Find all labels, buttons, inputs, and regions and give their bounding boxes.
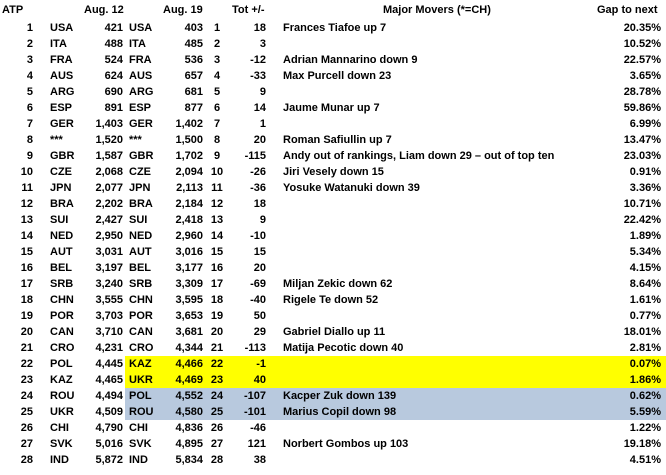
aug19-country-cell: GBR [129,150,154,162]
aug19-country-cell: POR [129,310,153,322]
gap-to-next-cell: 10.52% [623,38,661,50]
header-aug12: Aug. 12 [84,4,124,16]
table-row [0,308,666,324]
atp-rank-cell: 11 [21,182,33,194]
atp-rank-cell: 20 [20,326,33,338]
major-mover-cell: Rigele Te down 52 [283,294,379,306]
aug19-country-cell: BRA [129,198,153,210]
gap-to-next-cell: 0.91% [629,166,661,178]
gap-to-next-cell: 59.86% [623,102,661,114]
aug19-rank-cell: 22 [210,358,224,370]
major-mover-cell: Max Purcell down 23 [283,70,392,82]
table-row [0,100,666,116]
aug12-points-cell: 488 [104,38,123,50]
aug19-rank-cell: 6 [213,102,221,114]
aug19-rank-cell: 2 [213,38,221,50]
aug19-rank-cell: 16 [210,262,224,274]
aug12-country-cell: FRA [50,54,73,66]
tot-change-cell: -113 [244,342,266,354]
aug19-country-cell: AUT [129,246,152,258]
table-row [0,324,666,340]
aug19-country-cell: SUI [129,214,148,226]
table-row [0,260,666,276]
tot-change-cell: -33 [250,70,266,82]
aug19-points-cell: 3,177 [175,262,203,274]
atp-rank-cell: 26 [20,422,33,434]
aug19-country-cell: *** [129,134,142,146]
aug19-points-cell: 5,834 [175,454,203,466]
aug12-points-cell: 3,703 [95,310,123,322]
aug19-rank-cell: 24 [210,390,224,402]
aug12-points-cell: 2,068 [95,166,123,178]
aug12-points-cell: 2,427 [95,214,123,226]
aug19-country-cell: CHI [129,422,148,434]
aug19-rank-cell: 12 [210,198,224,210]
aug12-country-cell: CHI [50,422,69,434]
aug19-rank-cell: 25 [210,406,224,418]
aug19-rank-cell: 18 [210,294,224,306]
tot-change-cell: 18 [253,22,266,34]
table-row [0,404,666,420]
aug12-country-cell: ARG [50,86,75,98]
aug19-rank-cell: 9 [213,150,221,162]
aug12-country-cell: USA [50,22,74,34]
header-tot: Tot +/- [232,4,265,16]
table-row [0,36,666,52]
aug12-country-cell: POR [50,310,74,322]
tot-change-cell: -10 [250,230,266,242]
aug19-points-cell: 3,595 [175,294,203,306]
atp-rank-cell: 2 [26,38,33,50]
aug19-rank-cell: 15 [210,246,224,258]
atp-rank-cell: 24 [20,390,33,402]
aug12-points-cell: 421 [104,22,123,34]
gap-to-next-cell: 19.18% [623,438,661,450]
tot-change-cell: -69 [250,278,266,290]
aug19-points-cell: 657 [184,70,203,82]
aug12-points-cell: 3,031 [95,246,123,258]
atp-rank-cell: 14 [20,230,33,242]
atp-rank-cell: 4 [26,70,33,82]
major-mover-cell: Andy out of rankings, Liam down 29 – out of top ten [283,150,555,162]
aug12-points-cell: 3,710 [95,326,123,338]
tot-change-cell: 9 [259,214,266,226]
aug19-rank-cell: 17 [210,278,224,290]
gap-to-next-cell: 18.01% [623,326,661,338]
major-mover-cell: Kacper Zuk down 139 [283,390,397,402]
aug12-country-cell: JPN [50,182,72,194]
gap-to-next-cell: 5.34% [629,246,661,258]
tot-change-cell: -40 [250,294,266,306]
major-mover-cell: Jaume Munar up 7 [283,102,380,114]
atp-rank-cell: 28 [20,454,33,466]
atp-rank-cell: 27 [20,438,33,450]
aug19-points-cell: 485 [184,38,203,50]
aug19-country-cell: UKR [129,374,153,386]
aug19-points-cell: 4,552 [175,390,203,402]
aug19-country-cell: FRA [129,54,152,66]
gap-to-next-cell: 5.59% [629,406,661,418]
atp-rank-cell: 17 [20,278,33,290]
aug12-points-cell: 1,520 [95,134,123,146]
atp-rank-cell: 23 [20,374,33,386]
aug19-points-cell: 4,466 [175,358,203,370]
aug19-country-cell: GER [129,118,153,130]
atp-rank-cell: 21 [20,342,33,354]
aug19-points-cell: 2,094 [175,166,203,178]
aug12-country-cell: ESP [50,102,73,114]
atp-rank-cell: 5 [26,86,33,98]
aug19-country-cell: KAZ [129,358,152,370]
gap-to-next-cell: 13.47% [623,134,661,146]
aug19-points-cell: 4,836 [175,422,203,434]
aug12-points-cell: 2,202 [95,198,123,210]
aug19-points-cell: 1,402 [175,118,203,130]
aug19-country-cell: ROU [129,406,154,418]
aug19-country-cell: ESP [129,102,152,114]
aug12-country-cell: IND [50,454,69,466]
table-row [0,356,666,372]
aug12-points-cell: 624 [104,70,123,82]
aug19-points-cell: 1,500 [175,134,203,146]
tot-change-cell: -12 [250,54,266,66]
aug12-points-cell: 3,555 [95,294,123,306]
major-mover-cell: Frances Tiafoe up 7 [283,22,387,34]
atp-rank-cell: 10 [20,166,33,178]
atp-rank-cell: 7 [26,118,33,130]
aug19-points-cell: 3,016 [175,246,203,258]
gap-to-next-cell: 1.89% [629,230,661,242]
aug19-rank-cell: 8 [213,134,221,146]
aug12-country-cell: BEL [50,262,72,274]
aug19-points-cell: 2,960 [175,230,203,242]
atp-rank-cell: 3 [26,54,33,66]
major-mover-cell: Miljan Zekic down 62 [283,278,393,290]
table-row [0,420,666,436]
atp-rank-cell: 22 [20,358,33,370]
table-row [0,52,666,68]
aug12-points-cell: 2,950 [95,230,123,242]
gap-to-next-cell: 0.62% [629,390,661,402]
gap-to-next-cell: 3.65% [629,70,661,82]
table-row [0,292,666,308]
tot-change-cell: 15 [253,246,266,258]
major-mover-cell: Jiri Vesely down 15 [283,166,384,178]
aug12-country-cell: CHN [50,294,74,306]
aug19-rank-cell: 10 [210,166,224,178]
gap-to-next-cell: 0.07% [629,358,661,370]
tot-change-cell: 1 [259,118,266,130]
atp-rank-cell: 9 [26,150,33,162]
aug12-country-cell: CAN [50,326,74,338]
aug12-points-cell: 690 [104,86,123,98]
table-row [0,436,666,452]
gap-to-next-cell: 22.57% [623,54,661,66]
aug19-country-cell: IND [129,454,148,466]
aug12-points-cell: 3,197 [95,262,123,274]
table-header [0,2,666,18]
aug12-country-cell: GER [50,118,74,130]
gap-to-next-cell: 28.78% [623,86,661,98]
table-row [0,180,666,196]
aug19-points-cell: 4,344 [175,342,203,354]
gap-to-next-cell: 8.64% [629,278,661,290]
gap-to-next-cell: 2.81% [629,342,661,354]
aug12-country-cell: ITA [50,38,67,50]
aug19-country-cell: AUS [129,70,153,82]
table-row [0,276,666,292]
aug19-country-cell: ARG [129,86,154,98]
table-row [0,244,666,260]
tot-change-cell: -1 [256,358,266,370]
aug12-country-cell: *** [50,134,63,146]
aug12-points-cell: 5,872 [95,454,123,466]
aug19-country-cell: USA [129,22,153,34]
aug19-rank-cell: 28 [210,454,224,466]
table-row [0,196,666,212]
tot-change-cell: -26 [250,166,266,178]
aug12-points-cell: 1,587 [95,150,123,162]
atp-rank-cell: 16 [20,262,33,274]
major-mover-cell: Matija Pecotic down 40 [283,342,404,354]
aug12-points-cell: 4,790 [95,422,123,434]
aug19-rank-cell: 23 [210,374,224,386]
atp-rank-cell: 25 [20,406,33,418]
atp-rank-cell: 13 [20,214,33,226]
aug12-country-cell: SRB [50,278,74,290]
gap-to-next-cell: 6.99% [629,118,661,130]
table-row [0,452,666,468]
aug19-points-cell: 3,653 [175,310,203,322]
tot-change-cell: 20 [253,134,266,146]
major-mover-cell: Norbert Gombos up 103 [283,438,409,450]
table-row [0,116,666,132]
aug19-rank-cell: 3 [213,54,221,66]
aug19-country-cell: CZE [129,166,151,178]
aug19-rank-cell: 7 [213,118,221,130]
aug12-points-cell: 524 [104,54,123,66]
aug12-country-cell: SUI [50,214,69,226]
aug12-points-cell: 4,231 [95,342,123,354]
aug12-country-cell: CRO [50,342,75,354]
tot-change-cell: 50 [253,310,266,322]
tot-change-cell: 121 [247,438,266,450]
gap-to-next-cell: 10.71% [623,198,661,210]
table-row [0,20,666,36]
gap-to-next-cell: 1.22% [629,422,661,434]
aug19-rank-cell: 4 [213,70,221,82]
tot-change-cell: -107 [243,390,266,402]
tot-change-cell: 20 [253,262,266,274]
aug19-rank-cell: 19 [210,310,224,322]
major-mover-cell: Yosuke Watanuki down 39 [283,182,420,194]
table-row [0,148,666,164]
atp-rank-cell: 8 [26,134,33,146]
table-row [0,164,666,180]
aug19-points-cell: 4,469 [175,374,203,386]
tot-change-cell: -46 [250,422,266,434]
aug12-points-cell: 4,465 [95,374,123,386]
aug19-points-cell: 4,895 [175,438,203,450]
aug12-country-cell: SVK [50,438,73,450]
aug19-rank-cell: 21 [210,342,224,354]
aug19-points-cell: 2,418 [175,214,203,226]
aug19-rank-cell: 26 [210,422,224,434]
header-atp: ATP [2,4,24,16]
aug19-country-cell: BEL [129,262,151,274]
table-row [0,212,666,228]
aug12-country-cell: KAZ [50,374,73,386]
table-row [0,388,666,404]
aug12-country-cell: AUS [50,70,74,82]
gap-to-next-cell: 4.15% [629,262,661,274]
aug19-rank-cell: 13 [210,214,224,226]
tot-change-cell: 18 [253,198,266,210]
gap-to-next-cell: 0.77% [629,310,661,322]
atp-rank-cell: 18 [20,294,33,306]
header-aug19: Aug. 19 [163,4,203,16]
aug19-points-cell: 3,309 [175,278,203,290]
atp-rank-cell: 12 [20,198,33,210]
aug19-country-cell: POL [129,390,152,402]
tot-change-cell: -115 [244,150,266,162]
gap-to-next-cell: 3.36% [629,182,661,194]
table-row [0,132,666,148]
aug19-country-cell: SRB [129,278,153,290]
major-mover-cell: Marius Copil down 98 [283,406,397,418]
table-row [0,228,666,244]
table-row [0,68,666,84]
atp-rank-cell: 19 [20,310,33,322]
aug12-country-cell: NED [50,230,74,242]
aug19-country-cell: CAN [129,326,153,338]
aug12-country-cell: BRA [50,198,74,210]
tot-change-cell: 9 [259,86,266,98]
tot-change-cell: -36 [250,182,266,194]
atp-rank-cell: 15 [20,246,33,258]
aug19-rank-cell: 5 [213,86,221,98]
table-row [0,340,666,356]
aug12-country-cell: AUT [50,246,73,258]
tot-change-cell: -101 [243,406,266,418]
aug19-points-cell: 2,184 [175,198,203,210]
aug12-points-cell: 3,240 [95,278,123,290]
gap-to-next-cell: 23.03% [623,150,661,162]
aug12-country-cell: UKR [50,406,74,418]
aug19-points-cell: 403 [184,22,203,34]
aug19-points-cell: 1,702 [175,150,203,162]
aug19-rank-cell: 20 [210,326,224,338]
tot-change-cell: 14 [253,102,266,114]
tot-change-cell: 3 [259,38,266,50]
aug19-rank-cell: 14 [210,230,224,242]
aug19-country-cell: CRO [129,342,154,354]
aug19-points-cell: 2,113 [176,182,203,194]
major-mover-cell: Roman Safiullin up 7 [283,134,392,146]
aug19-rank-cell: 1 [213,22,221,34]
aug12-country-cell: GBR [50,150,75,162]
aug12-country-cell: ROU [50,390,75,402]
gap-to-next-cell: 1.61% [629,294,661,306]
aug19-rank-cell: 27 [210,438,224,450]
header-gap: Gap to next [597,4,658,16]
gap-to-next-cell: 1.86% [629,374,661,386]
aug19-country-cell: NED [129,230,153,242]
header-movers: Major Movers (*=CH) [383,4,491,16]
gap-to-next-cell: 22.42% [623,214,661,226]
aug12-points-cell: 4,445 [95,358,123,370]
table-row [0,372,666,388]
aug19-country-cell: JPN [129,182,151,194]
aug19-country-cell: SVK [129,438,152,450]
tot-change-cell: 40 [253,374,266,386]
aug19-points-cell: 3,681 [175,326,203,338]
tot-change-cell: 29 [253,326,266,338]
major-mover-cell: Gabriel Diallo up 11 [283,326,386,338]
aug19-points-cell: 536 [184,54,203,66]
aug12-points-cell: 4,509 [95,406,123,418]
aug12-points-cell: 891 [104,102,123,114]
aug19-rank-cell: 11 [211,182,223,194]
aug12-points-cell: 4,494 [95,390,123,402]
major-mover-cell: Adrian Mannarino down 9 [283,54,418,66]
aug12-points-cell: 2,077 [95,182,123,194]
gap-to-next-cell: 20.35% [623,22,661,34]
gap-to-next-cell: 4.51% [629,454,661,466]
aug12-country-cell: CZE [50,166,72,178]
atp-rank-cell: 6 [26,102,33,114]
aug12-country-cell: POL [50,358,73,370]
aug12-points-cell: 1,403 [95,118,123,130]
aug19-country-cell: CHN [129,294,153,306]
aug19-points-cell: 877 [184,102,203,114]
aug19-points-cell: 4,580 [175,406,203,418]
aug19-country-cell: ITA [129,38,146,50]
table-row [0,84,666,100]
atp-rank-cell: 1 [26,22,33,34]
tot-change-cell: 38 [253,454,266,466]
aug12-points-cell: 5,016 [95,438,123,450]
aug19-points-cell: 681 [184,86,203,98]
